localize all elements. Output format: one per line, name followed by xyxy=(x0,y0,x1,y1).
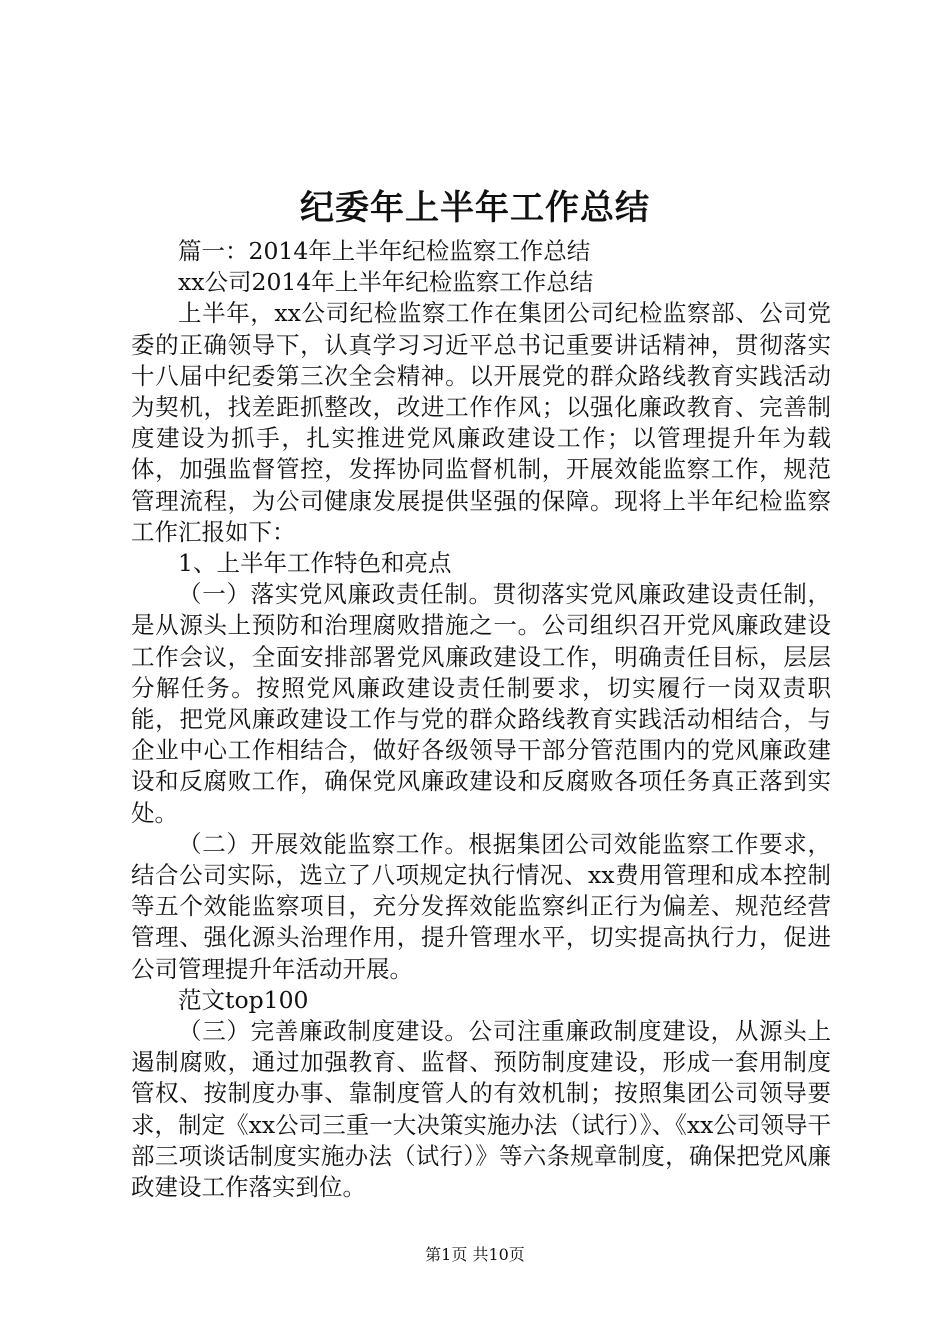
paragraph-intro: 上半年，xx公司纪检监察工作在集团公司纪检监察部、公司党委的正确领导下，认真学习习近平总书记重要讲话精神，贯彻落实十八届中纪委第三次全会精神。以开展党的群众路线教育实践活动为契机，找差距抓整改，改进工作作风；以强化廉政教育、完善制度建设为抓手，扎实推进党风廉政建设工作；以管理提升年为载体，加强监督管控，发挥协同监督机制，开展效能监察工作，规范管理流程，为公司健康发展提供坚强的保障。现将上半年纪检监察工作汇报如下： xyxy=(131,299,831,546)
page-footer: 第1页 共10页 xyxy=(425,1245,525,1264)
paragraph-watermark-text: 范文top100 xyxy=(178,985,309,1014)
paragraph-article-label: 篇一：2014年上半年纪检监察工作总结 xyxy=(178,237,591,265)
paragraph-item-2: （二）开展效能监察工作。根据集团公司效能监察工作要求，结合公司实际，选立了八项规定执行情况、xx费用管理和成本控制等五个效能监察项目，充分发挥效能监察纠正行为偏差、规范经营管理、强化源头治理作用，提升管理水平，切实提高执行力，促进公司管理提升年活动开展。 xyxy=(131,829,831,983)
paragraph-item-1: （一）落实党风廉政责任制。贯彻落实党风廉政建设责任制，是从源头上预防和治理腐败措施之一。公司组织召开党风廉政建设工作会议，全面安排部署党风廉政建设工作，明确责任目标，层层分解任务。按照党风廉政建设责任制要求，切实履行一岗双责职能，把党风廉政建设工作与党的群众路线教育实践活动相结合，与企业中心工作相结合，做好各级领导干部分管范围内的党风廉政建设和反腐败工作，确保党风廉政建设和反腐败各项任务真正落到实处。 xyxy=(131,580,831,827)
document-body xyxy=(131,236,831,1203)
paragraph-item-3: （三）完善廉政制度建设。公司注重廉政制度建设，从源头上遏制腐败，通过加强教育、监督、预防制度建设，形成一套用制度管权、按制度办事、靠制度管人的有效机制；按照集团公司领导要求，制定《xx公司三重一大决策实施办法（试行）》、《xx公司领导干部三项谈话制度实施办法（试行）》等六条规章制度，确保把党风廉政建设工作落实到位。 xyxy=(131,1017,831,1202)
paragraph-subtitle: xx公司2014年上半年纪检监察工作总结 xyxy=(178,268,594,297)
section-heading: 1、上半年工作特色和亮点 xyxy=(178,549,452,578)
document-title: 纪委年上半年工作总结 xyxy=(300,188,650,228)
